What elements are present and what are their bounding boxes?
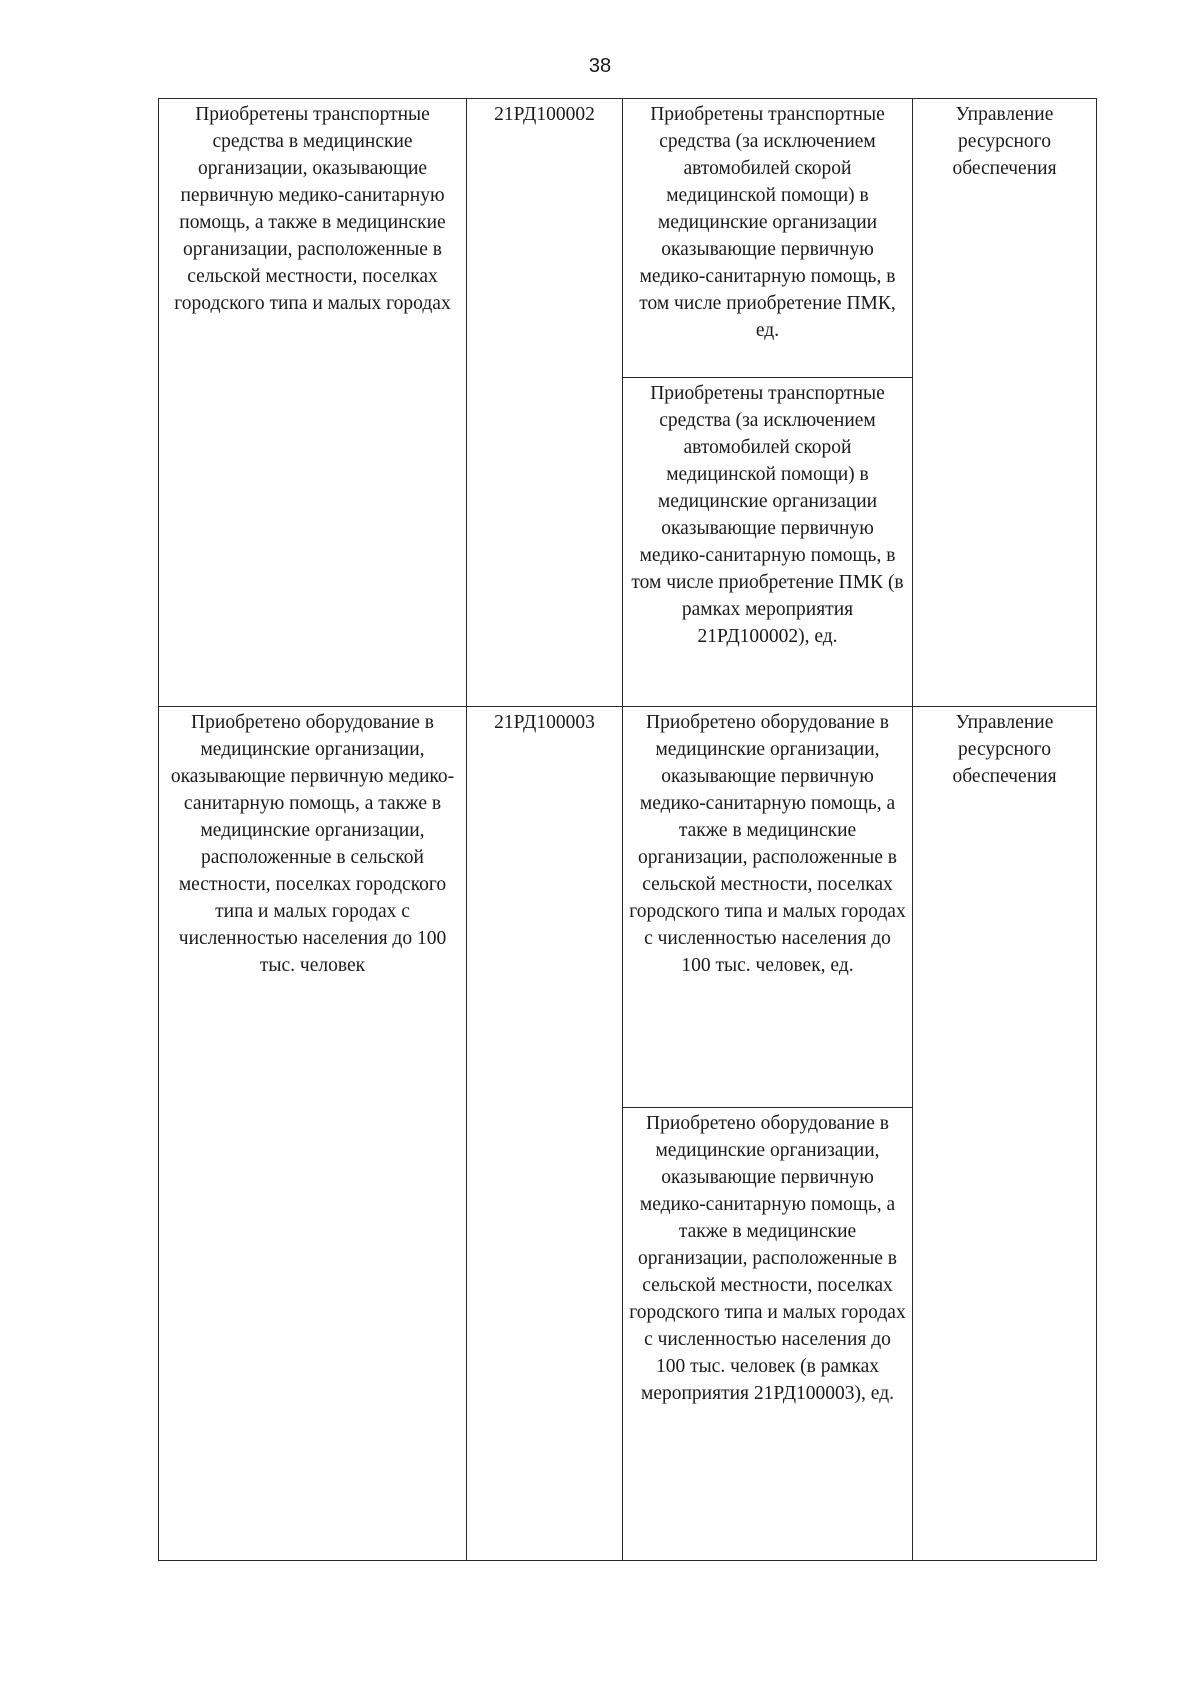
table-row	[159, 707, 1097, 1108]
responsible-cell: Управление ресурсного обеспечения	[913, 99, 1097, 707]
result-cell: Приобретены транспортные средства в медицинские организации, оказывающие первичную медико-санитарную помощь, а также в медицинские организации, расположенные в сельской местности, поселках городского типа и малых городах	[159, 99, 467, 707]
table-row	[159, 99, 1097, 378]
result-cell: Приобретено оборудование в медицинские организации, оказывающие первичную медико-санитарную помощь, а также в медицинские организации, расположенные в сельской местности, поселках городского типа и малых городах с численностью населения до 100 тыс. человек	[159, 707, 467, 1561]
indicator-cell: Приобретено оборудование в медицинские организации, оказывающие первичную медико-санитарную помощь, а также в медицинские организации, расположенные в сельской местности, поселках городского типа и малых городах с численностью населения до 100 тыс. человек (в рамках мероприятия 21РД100003), ед.	[623, 1108, 913, 1561]
responsible-cell: Управление ресурсного обеспечения	[913, 707, 1097, 1561]
code-cell: 21РД100003	[467, 707, 623, 1561]
indicator-cell: Приобретено оборудование в медицинские организации, оказывающие первичную медико-санитарную помощь, а также в медицинские организации, расположенные в сельской местности, поселках городского типа и малых городах с численностью населения до 100 тыс. человек, ед.	[623, 707, 913, 1108]
indicator-cell: Приобретены транспортные средства (за исключением автомобилей скорой медицинской помощи) в медицинские организации оказывающие первичную медико-санитарную помощь, в том числе приобретение ПМК (в рамках мероприятия 21РД100002), ед.	[623, 378, 913, 707]
indicator-cell: Приобретены транспортные средства (за исключением автомобилей скорой медицинской помощи) в медицинские организации оказывающие первичную медико-санитарную помощь, в том числе приобретение ПМК, ед.	[623, 99, 913, 378]
page-number: 38	[588, 55, 612, 77]
code-cell: 21РД100002	[467, 99, 623, 707]
activities-table	[158, 98, 1097, 1561]
